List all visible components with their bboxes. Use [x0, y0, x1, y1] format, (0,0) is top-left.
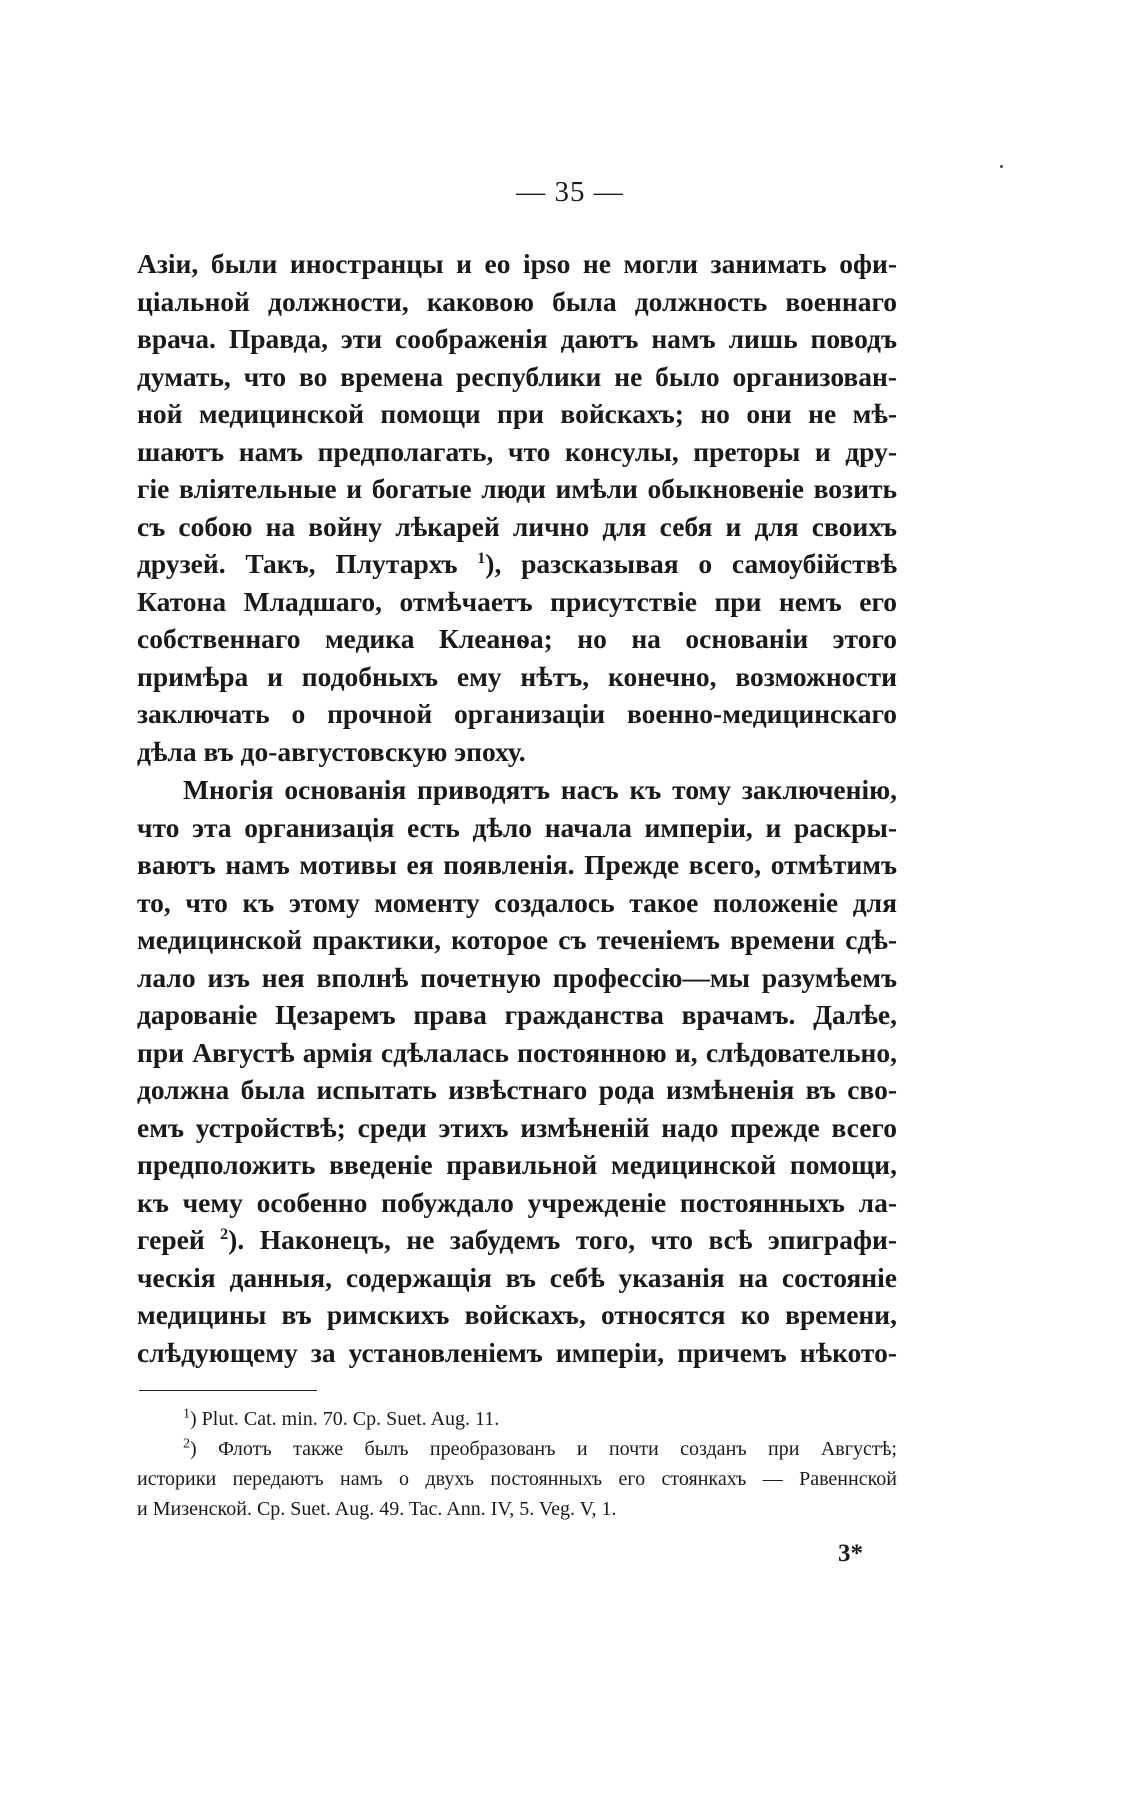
text-line: дарованіе Цезаремъ права гражданства врачамъ. Далѣе, — [137, 999, 897, 1030]
text-line: ческія данныя, содержащія въ себѣ указанія на состояніе — [137, 1261, 897, 1293]
text-line: дѣла въ до-августовскую эпоху. — [137, 735, 526, 767]
text-line: при Августѣ армія сдѣлалась постоянною и, слѣдовательно, — [137, 1036, 897, 1068]
text-fragment: ), разсказывая о самоубійствѣ — [485, 548, 897, 579]
footnote-2 — [137, 1434, 897, 1464]
printer-signature-mark: 3* — [838, 1540, 863, 1567]
text-line: шаютъ намъ предполагать, что консулы, преторы и дру- — [137, 435, 897, 467]
ink-speck — [1000, 165, 1003, 168]
text-line-with-footnote-ref — [137, 545, 897, 583]
text-line: думать, что во времена республики не было организован- — [137, 360, 897, 392]
paragraph-2 — [137, 771, 897, 1371]
text-line: медицинской практики, которое съ теченіемъ времени сдѣ- — [137, 924, 897, 955]
text-fragment: друзей. Такъ, Плутархъ — [137, 548, 478, 579]
text-line: предположить введеніе правильной медицинской помощи, — [137, 1149, 897, 1180]
text-line-with-footnote-ref — [137, 1221, 897, 1259]
text-line: лало изъ нея вполнѣ почетную профессію—мы разумѣемъ — [137, 961, 897, 993]
footnote-line: историки передаютъ намъ о двухъ постоянныхъ его стоянкахъ — Равеннской — [137, 1468, 897, 1490]
text-line: должна была испытать извѣстнаго рода измѣненія въ сво- — [137, 1074, 897, 1105]
text-line: врача. Правда, эти соображенія даютъ намъ лишь поводъ — [137, 323, 897, 354]
text-line: съ собою на войну лѣкарей лично для себя и для своихъ — [137, 510, 897, 542]
footnote-ref-2[interactable]: 2 — [220, 1225, 229, 1243]
text-line: Многія основанія приводятъ насъ къ тому заключенію, — [183, 774, 897, 805]
text-line: то, что къ этому моменту создалось такое положеніе для — [137, 886, 897, 918]
text-line: ціальной должности, каковою была должность военнаго — [137, 285, 897, 317]
text-line: Катона Младшаго, отмѣчаетъ присутствіе при немъ его — [137, 585, 897, 617]
text-line: гіе вліятельные и богатые люди имѣли обыкновеніе возить — [137, 473, 897, 504]
text-line: слѣдующему за установленіемъ имперіи, причемъ нѣкото- — [137, 1336, 897, 1368]
footnote-divider — [139, 1390, 317, 1391]
footnote-marker: 1 — [183, 1406, 190, 1422]
footnote-line: и Мизенской. Cp. Suet. Aug. 49. Tac. Ann. IV, 5. Veg. V, 1. — [137, 1498, 617, 1520]
text-line: ваютъ намъ мотивы ея появленія. Прежде всего, отмѣтимъ — [137, 849, 897, 880]
text-line: ной медицинской помощи при войскахъ; но они не мѣ- — [137, 398, 897, 429]
footnote-ref-1[interactable]: 1 — [477, 549, 486, 567]
footnote-marker: 2 — [183, 1436, 190, 1452]
page-number: — 35 — — [516, 176, 624, 208]
text-fragment: ). Наконецъ, не забудемъ того, что всѣ эпиграфи- — [228, 1224, 897, 1255]
text-fragment: герей — [137, 1224, 221, 1255]
text-line: Азіи, были иностранцы и eo ipso не могли занимать офи- — [137, 248, 897, 279]
text-line: емъ устройствѣ; среди этихъ измѣненій надо прежде всего — [137, 1111, 897, 1143]
text-line: заключать о прочной организаціи военно-медицинскаго — [137, 698, 897, 729]
footnote-1 — [137, 1404, 897, 1434]
footnote-text: ) Флотъ также былъ преобразованъ и почти созданъ при Августѣ; — [190, 1438, 897, 1460]
text-line: медицины въ римскихъ войскахъ, относятся ко времени, — [137, 1299, 897, 1330]
text-line: собственнаго медика Клеанѳа; но на основаніи этого — [137, 623, 897, 654]
text-line: что эта организація есть дѣло начала имперіи, и раскры- — [137, 811, 897, 843]
footnote-text: ) Plut. Cat. min. 70. Cp. Suet. Aug. 11. — [190, 1408, 500, 1430]
text-line: къ чему особенно побуждало учрежденіе постоянныхъ ла- — [137, 1186, 897, 1218]
footnotes — [137, 1404, 897, 1524]
text-line: примѣра и подобныхъ ему нѣтъ, конечно, возможности — [137, 660, 897, 692]
paragraph-1 — [137, 245, 897, 770]
